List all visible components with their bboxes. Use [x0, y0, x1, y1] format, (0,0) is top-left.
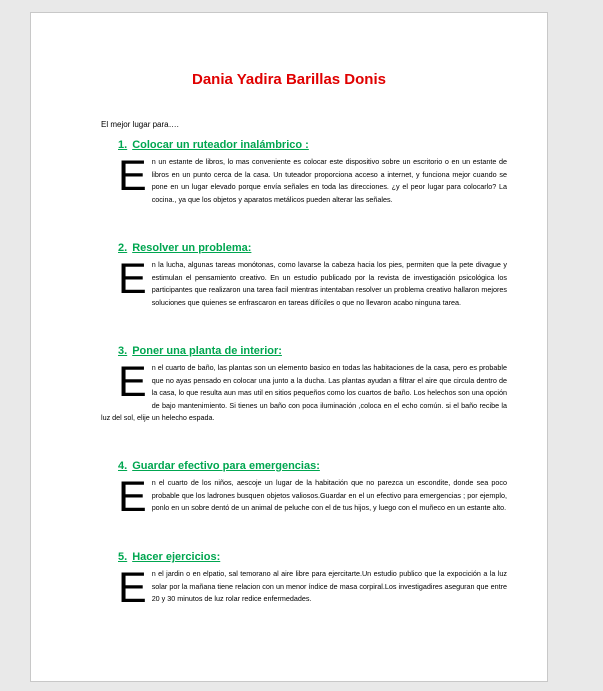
section-body — [101, 152, 507, 206]
section-number: 2. — [118, 242, 128, 254]
section-heading — [118, 139, 507, 152]
section-2 — [101, 242, 507, 309]
section-heading — [118, 242, 507, 255]
section-heading-text: Hacer ejercicios: — [132, 551, 221, 563]
intro-line: El mejor lugar para…. — [101, 120, 179, 129]
dropcap: E — [118, 473, 147, 521]
dropcap: E — [118, 358, 147, 406]
section-text: n el jardin o en elpatio, sal temorano al aire libre para ejercitarte.Un estudio publico que la expocición a la luz solar por la mañana tiene relacion con un menor índice de masa corpiral.Los investigadires aseguran que entre 20 y 30 minutos de luz rolar redice enfermedades. — [151, 569, 507, 603]
section-heading-text: Guardar efectivo para emergencias: — [132, 460, 320, 472]
section-number: 5. — [118, 551, 128, 563]
section-heading — [118, 460, 507, 473]
section-3 — [101, 345, 507, 425]
document-page — [30, 12, 548, 682]
section-text: n un estante de libros, lo mas conveniente es colocar este dispositivo sobre un escritorio o en un estante de libros en un punto cerca de la casa. Un tuteador proporciona acceso a internet, y funciona mejor cuando se pone en un lugar elevado porque envía señales en toda las direcciones. ¿y el peor lugar para colocarlo? La cocina., ya que los objetos y aparatos metálicos pueden alterar las señales. — [151, 157, 507, 204]
section-number: 1. — [118, 139, 128, 151]
section-5 — [101, 551, 507, 612]
section-text: n el cuarto de baño, las plantas son un elemento basico en todas las habitaciones de la casa, pero es probable que no ayas pensado en colocar una junto a la ducha. Las plantas ayudan a filtrar el aire que circula dentro de la casa, lo que resulta aun mas util en sitios pequeños como los cuartos de baño. Los helechos son una opción de bajo mantenimiento. Si tienes un baño con poca iluminación ,coloca en el echo común. si el baño recibe la luz del sol, elije un helecho espada. — [101, 363, 507, 422]
section-body — [101, 255, 507, 309]
section-1 — [101, 139, 507, 206]
section-text: n la lucha, algunas tareas monótonas, como lavarse la cabeza hacia los pies, permiten que la pete divague y estimulan el pensamiento creativo. En un estudio publicado por la revista de investigación psicológica los participantes que realizaron una tarea facil mientras intentaban resolver un problema creativo hallaron mejores soluciones que quienes se enfrascaron en tareas difíciles o que no llevaron acabo ninguna tarea. — [151, 260, 507, 307]
section-body — [101, 473, 507, 521]
section-body — [101, 358, 507, 425]
section-text: n el cuarto de los niños, aescoje un lugar de la habitación que no parezca un escondite, donde sea poco probable que los ladrones busquen objetos valiosos.Guardar en el un efectivo para emergencias ; por ejemplo, ponlo en un sobre dentó de un animal de peluche con el de tus hijos, y luego con el muñeco en un estante alto. — [151, 478, 507, 512]
document-title — [31, 71, 547, 88]
section-number: 4. — [118, 460, 128, 472]
title-text: Dania Yadira Barillas Donis — [192, 71, 386, 88]
section-body — [101, 564, 507, 612]
dropcap: E — [118, 152, 147, 200]
section-heading-text: Poner una planta de interior: — [132, 345, 282, 357]
dropcap: E — [118, 255, 147, 303]
section-4 — [101, 460, 507, 521]
section-heading-text: Colocar un ruteador inalámbrico : — [132, 139, 309, 151]
section-heading — [118, 345, 507, 358]
section-number: 3. — [118, 345, 128, 357]
dropcap: E — [118, 564, 147, 612]
section-heading-text: Resolver un problema: — [132, 242, 252, 254]
section-heading — [118, 551, 507, 564]
